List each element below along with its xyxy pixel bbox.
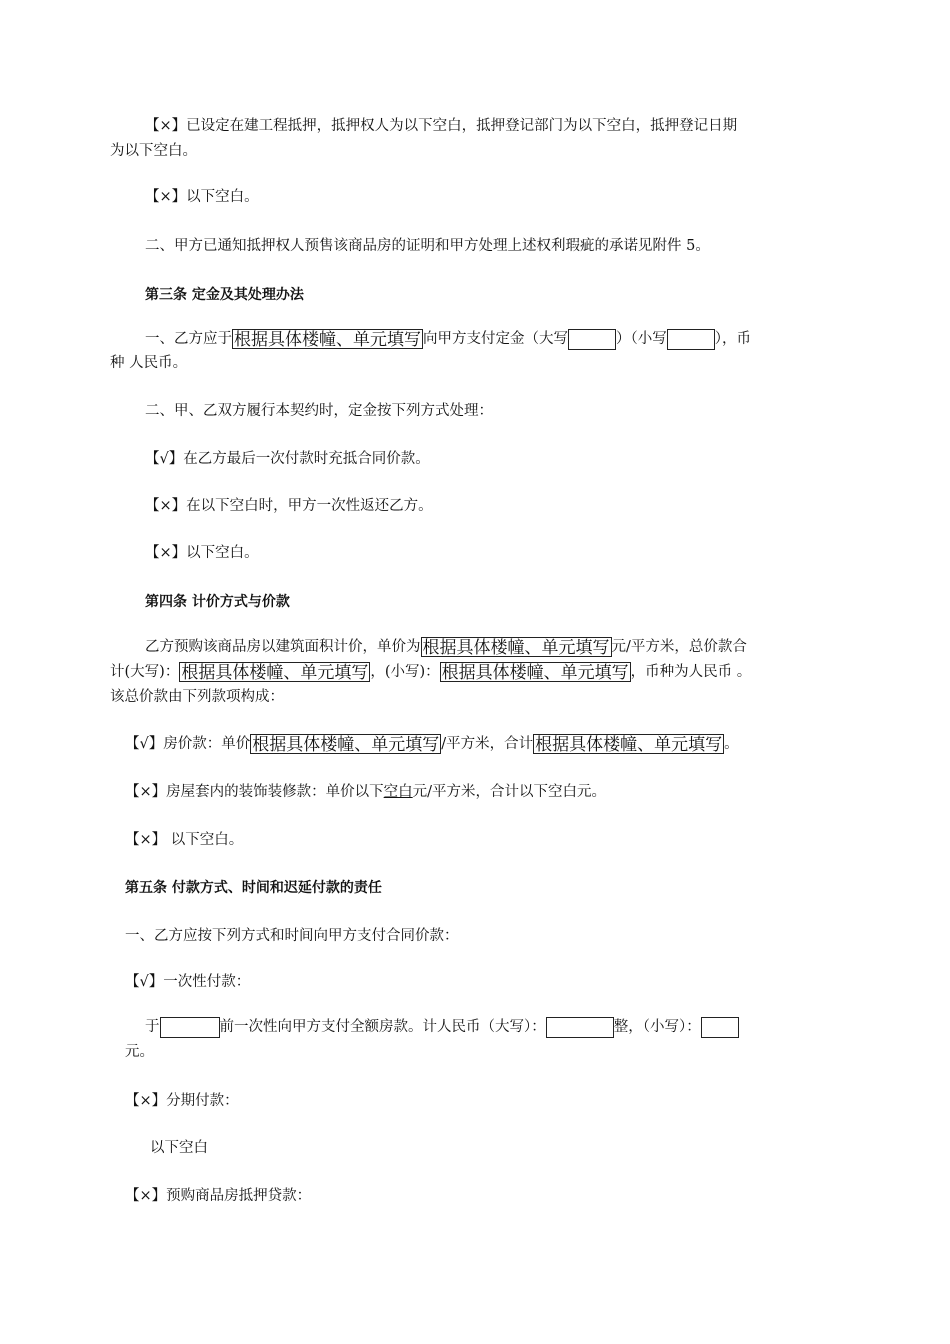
- text: 前一次性向甲方支付全额房款。计人民币（大写）：: [219, 1019, 546, 1035]
- art3-deposit-line1: [145, 328, 840, 350]
- art4-other: 【×】 以下空白。: [125, 832, 244, 848]
- art4-price-line1: [145, 636, 840, 658]
- blank-pay-uppercase: [546, 1017, 614, 1038]
- art3-option-1: 【√】在乙方最后一次付款时充抵合同价款。: [145, 451, 430, 467]
- fill-box-building: 根据具体楼幢、单元填写: [234, 330, 421, 350]
- fill-box-house-unit: 根据具体楼幢、单元填写: [252, 735, 440, 755]
- blank-deposit-uppercase: [568, 329, 616, 350]
- text: 向甲方支付定金（大写: [423, 331, 568, 347]
- text: 乙方预购该商品房以建筑面积计价，单价为: [145, 639, 421, 655]
- art3-handling: 二、甲、乙双方履行本契约时，定金按下列方式处理：: [145, 403, 493, 419]
- text: 元/平方米，合计以下空白元。: [412, 784, 607, 800]
- text: 元/平方米，总价款合: [611, 639, 747, 655]
- para-mortgage-line1: 【×】已设定在建工程抵押，抵押权人为以下空白，抵押登记部门为以下空白，抵押登记日期: [145, 118, 738, 134]
- text: 计(大写)：: [110, 664, 180, 680]
- text: 整，（小写）：: [613, 1019, 701, 1035]
- art3-option-2: 【×】在以下空白时，甲方一次性返还乙方。: [145, 498, 433, 514]
- text: ），币: [714, 331, 751, 347]
- text: ，(小写)：: [370, 664, 440, 680]
- blank-pay-lowercase: [701, 1017, 739, 1038]
- text: ，币种为人民币 。: [630, 664, 752, 680]
- art3-option-3: 【×】以下空白。: [145, 545, 259, 561]
- text: 。: [724, 736, 739, 752]
- text: 于: [145, 1019, 160, 1035]
- fill-box-house-total: 根据具体楼幢、单元填写: [535, 735, 723, 755]
- art5-installment-blank: 以下空白: [150, 1140, 208, 1156]
- para-mortgage-line2: 为以下空白。: [110, 143, 197, 159]
- art5-option-lump-sum: 【√】一次性付款：: [125, 974, 251, 990]
- art5-option-installment: 【×】分期付款：: [125, 1093, 239, 1109]
- art4-house-price: [125, 733, 840, 755]
- article-5-title: 第五条 付款方式、时间和迟延付款的责任: [125, 880, 382, 896]
- art5-intro: 一、乙方应按下列方式和时间向甲方支付合同价款：: [125, 928, 459, 944]
- text: 一、乙方应于: [145, 331, 232, 347]
- art3-deposit-line2: 种 人民币。: [110, 355, 188, 371]
- para-notice: 二、甲方已通知抵押权人预售该商品房的证明和甲方处理上述权利瑕疵的承诺见附件 5。: [145, 238, 710, 254]
- para-blank-1: 【×】以下空白。: [145, 189, 259, 205]
- art5-payment-line1: [145, 1016, 840, 1038]
- art4-decoration: [125, 781, 840, 803]
- art4-price-line2: [110, 661, 840, 683]
- text: /平方米，合计: [441, 736, 534, 752]
- fill-box-total-lower: 根据具体楼幢、单元填写: [441, 663, 629, 683]
- fill-box-unit-price: 根据具体楼幢、单元填写: [422, 638, 610, 658]
- blank-pay-date: [160, 1017, 220, 1038]
- text: ）（小写: [616, 331, 667, 347]
- art5-payment-line2: 元。: [125, 1044, 154, 1060]
- article-4-title: 第四条 计价方式与价款: [145, 594, 290, 610]
- article-3-title: 第三条 定金及其处理办法: [145, 287, 304, 303]
- underlined-blank: 空白: [383, 784, 413, 800]
- text: 【√】房价款：单价: [125, 736, 251, 752]
- blank-deposit-lowercase: [667, 329, 715, 350]
- art5-option-mortgage-loan: 【×】预购商品房抵押贷款：: [125, 1188, 312, 1204]
- text: 【×】房屋套内的装饰装修款：单价以下: [125, 784, 384, 800]
- fill-box-total-upper: 根据具体楼幢、单元填写: [181, 663, 369, 683]
- art4-price-line3: 该总价款由下列款项构成：: [110, 689, 284, 705]
